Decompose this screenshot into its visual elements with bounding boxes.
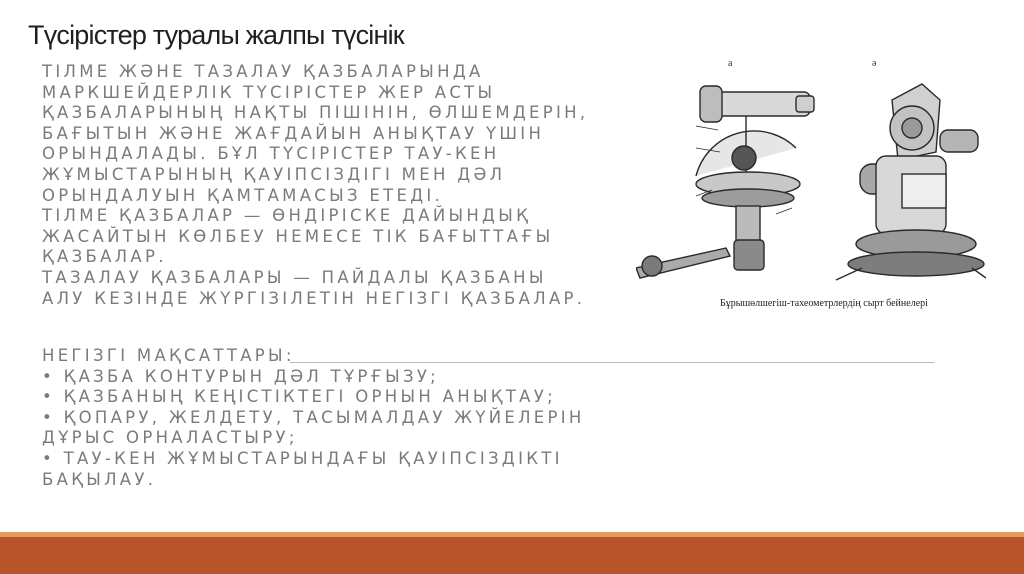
goal-item: • ҚАЗБАНЫҢ КЕҢІСТІКТЕГІ ОРНЫН АНЫҚТАУ;	[42, 387, 556, 407]
text-line: ТАЗАЛАУ ҚАЗБАЛАРЫ — ПАЙДАЛЫ ҚАЗБАНЫ	[42, 267, 547, 287]
figure-label-a: а	[728, 58, 733, 69]
goals-heading: НЕГІЗГІ МАҚСАТТАРЫ:	[42, 346, 295, 365]
text-line: АЛУ КЕЗІНДЕ ЖҮРГІЗІЛЕТІН НЕГІЗГІ ҚАЗБАЛАР.	[42, 288, 586, 308]
goal-item: ДҰРЫС ОРНАЛАСТЫРУ;	[42, 428, 298, 448]
intro-text	[42, 62, 622, 309]
goal-item: • ҚАЗБА КОНТУРЫН ДӘЛ ТҰРҒЫЗУ;	[42, 366, 440, 386]
goal-item: • ҚОПАРУ, ЖЕЛДЕТУ, ТАСЫМАЛДАУ ЖҮЙЕЛЕРІН	[42, 407, 585, 427]
goals-text	[42, 346, 622, 490]
text-line: ҚАЗБАЛАРЫНЫҢ НАҚТЫ ПІШІНІН, ӨЛШЕМДЕРІН,	[42, 103, 589, 123]
slide-title: Түсірістер туралы жалпы түсінік	[28, 20, 404, 50]
theodolite-b-drawing	[836, 84, 986, 280]
text-line: МАРКШЕЙДЕРЛІК ТҮСІРІСТЕР ЖЕР АСТЫ	[42, 82, 496, 102]
text-line: ҚАЗБАЛАР.	[42, 247, 167, 267]
text-line: ОРЫНДАЛУЫН ҚАМТАМАСЫЗ ЕТЕДІ.	[42, 185, 444, 205]
goal-item: БАҚЫЛАУ.	[42, 469, 157, 489]
text-line: БАҒЫТЫН ЖӘНЕ ЖАҒДАЙЫН АНЫҚТАУ ҮШІН	[42, 123, 545, 143]
footer-bar	[0, 537, 1024, 574]
text-line: ЖАСАЙТЫН КӨЛБЕУ НЕМЕСЕ ТІК БАҒЫТТАҒЫ	[42, 226, 554, 246]
goal-item: • ТАУ-КЕН ЖҰМЫСТАРЫНДАҒЫ ҚАУІПСІЗДІКТІ	[42, 448, 563, 468]
theodolite-a-drawing	[636, 86, 814, 278]
text-line: ОРЫНДАЛАДЫ. БҰЛ ТҮСІРІСТЕР ТАУ-КЕН	[42, 144, 500, 164]
figure-caption: Бұрышөлшегіш-тахеометрлердің сырт бейнелері	[720, 298, 928, 309]
text-line: ЖҰМЫСТАРЫНЫҢ ҚАУІПСІЗДІГІ МЕН ДӘЛ	[42, 164, 506, 184]
text-line: ТІЛМЕ ЖӘНЕ ТАЗАЛАУ ҚАЗБАЛАРЫНДА	[42, 62, 484, 81]
theodolite-figure	[636, 56, 986, 318]
text-line: ТІЛМЕ ҚАЗБАЛАР — ӨНДІРІСКЕ ДАЙЫНДЫҚ	[42, 206, 532, 226]
theodolite-illustration	[636, 56, 986, 294]
figure-label-b: ә	[872, 58, 877, 69]
